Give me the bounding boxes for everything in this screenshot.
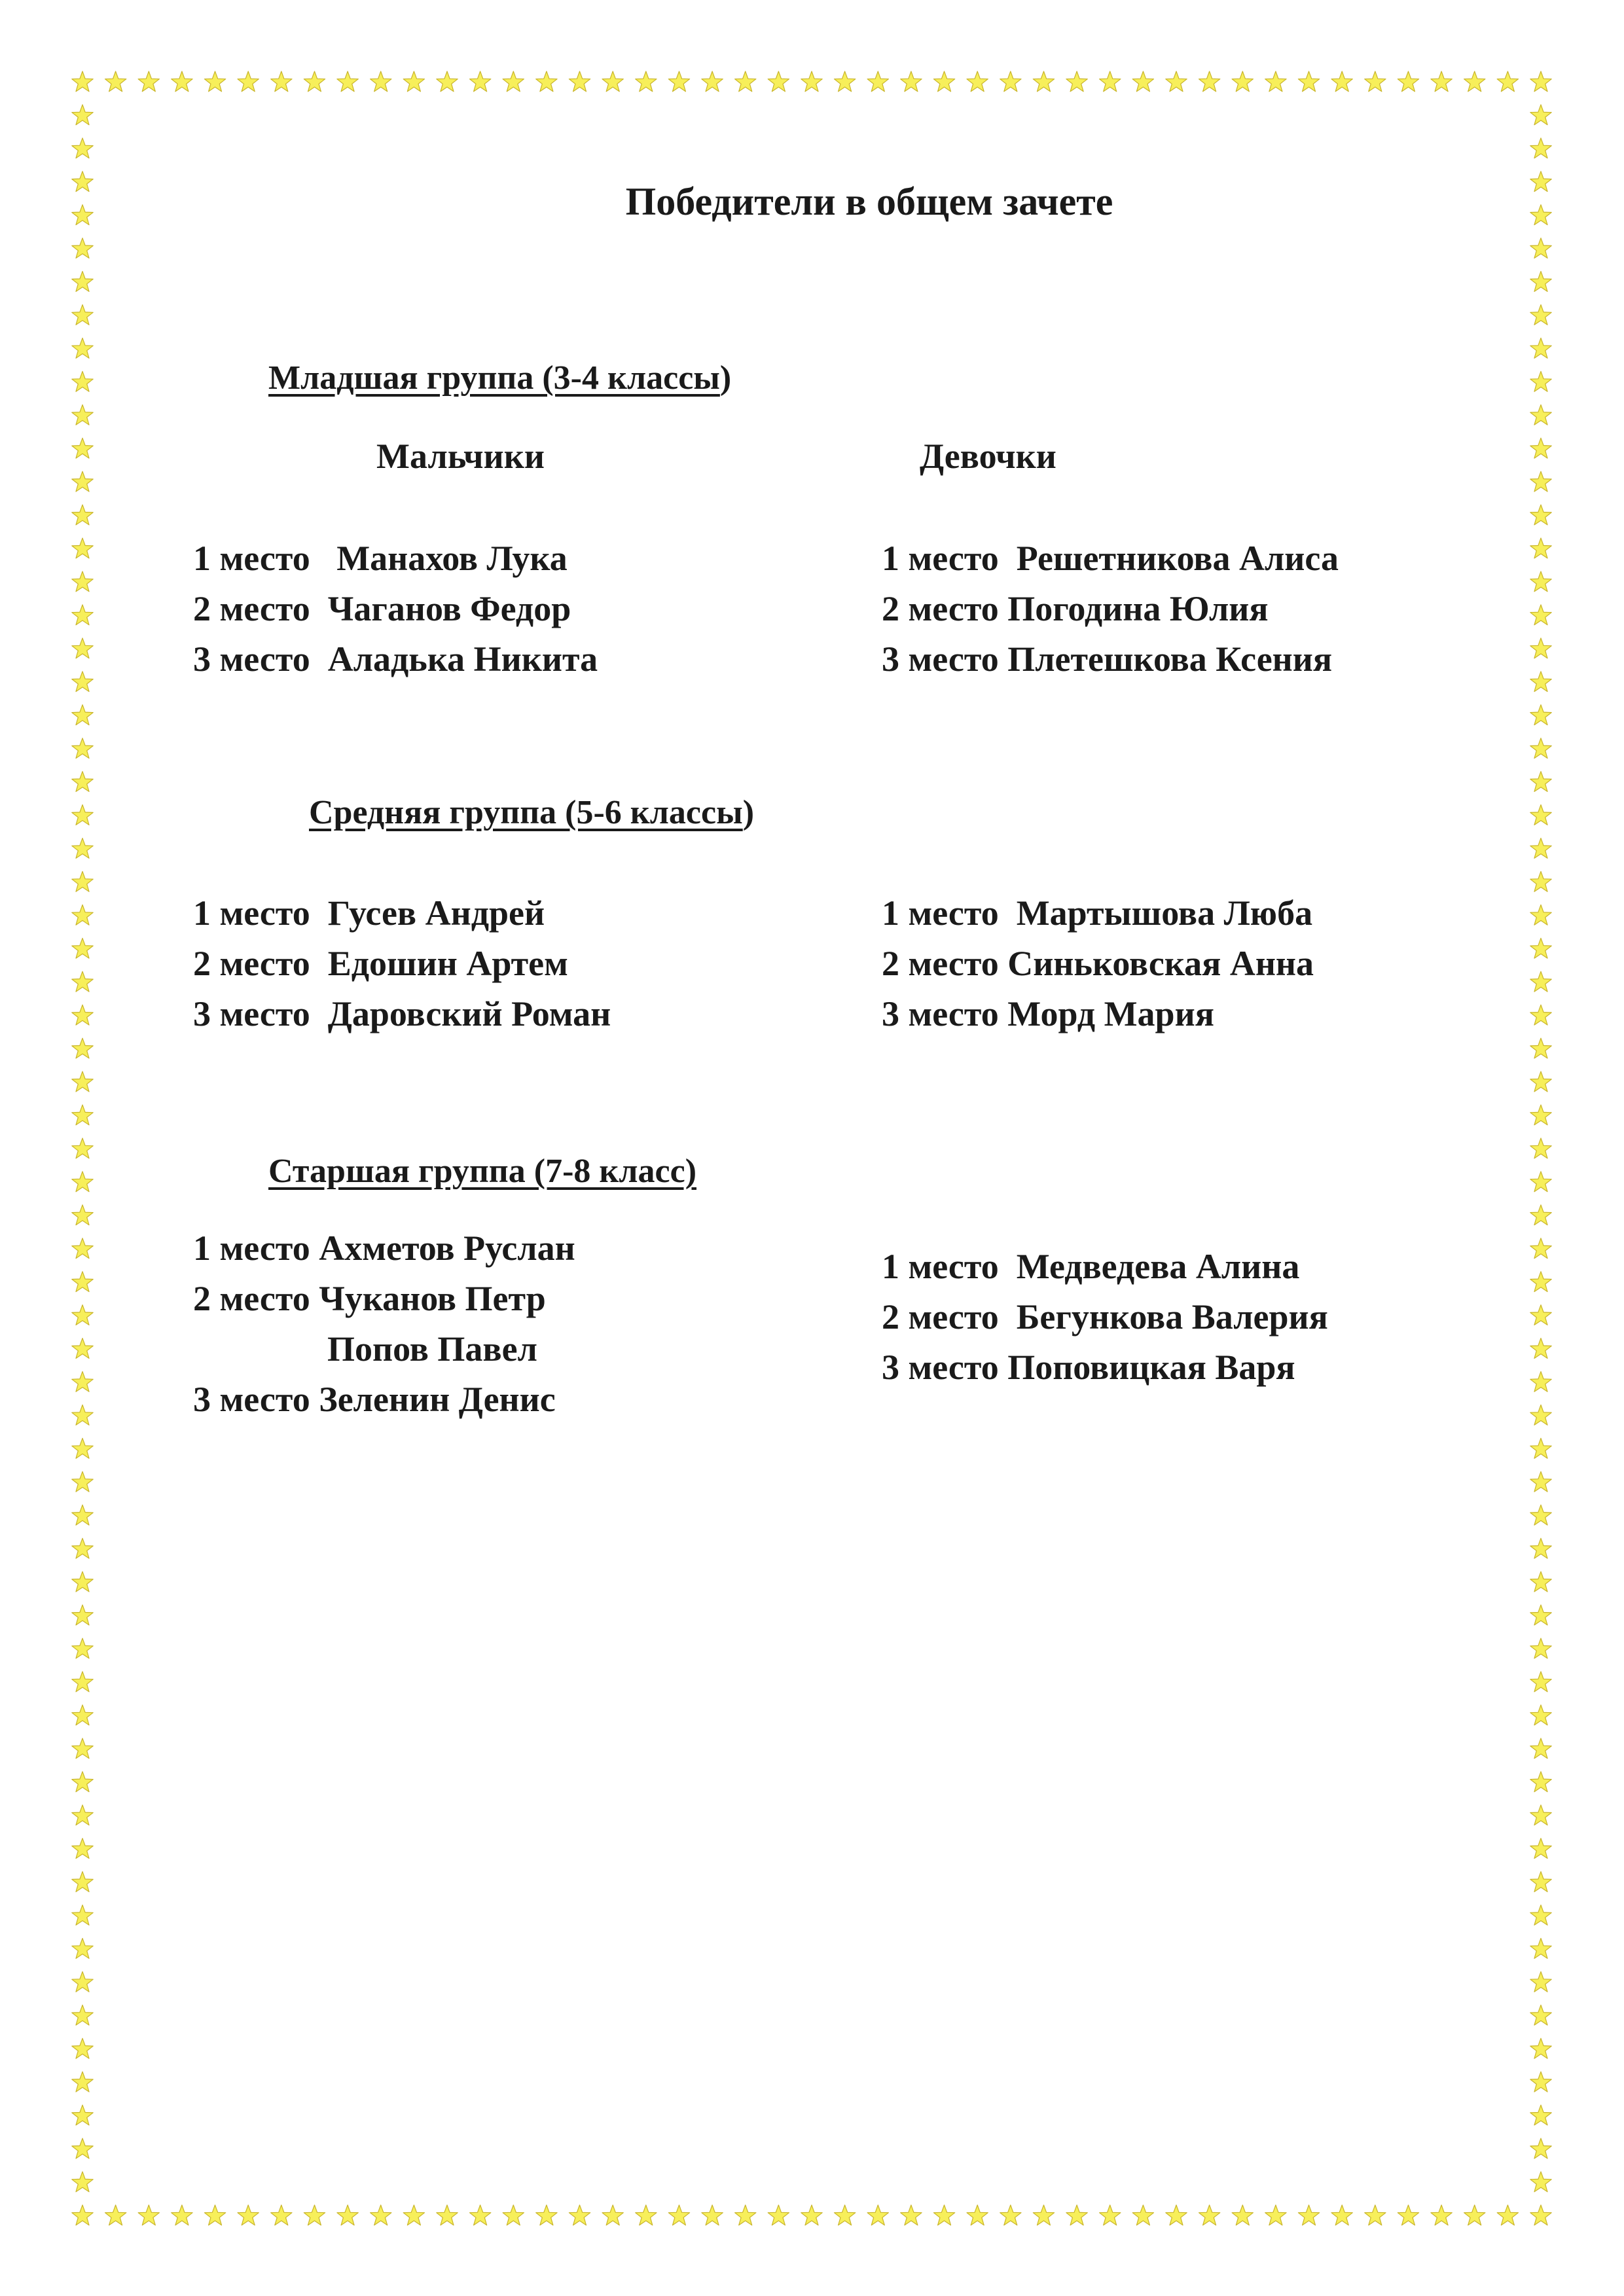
star-icon xyxy=(72,838,93,859)
section-heading-middle-tail: ) xyxy=(742,794,755,831)
star-icon xyxy=(171,2205,192,2225)
star-icon xyxy=(1497,71,1518,92)
star-icon xyxy=(768,2205,789,2225)
star-icon xyxy=(1530,138,1551,158)
star-icon xyxy=(1100,2205,1121,2225)
section-heading-junior xyxy=(268,361,731,395)
section-heading-junior-text: Младшая группа (3-4 классы xyxy=(268,359,720,397)
star-icon xyxy=(1066,71,1087,92)
star-icon xyxy=(1530,1071,1551,1092)
star-icon xyxy=(72,1105,93,1125)
star-icon xyxy=(1530,2138,1551,2159)
star-icon xyxy=(1431,2205,1452,2225)
star-icon xyxy=(72,2005,93,2025)
star-icon xyxy=(138,2205,159,2225)
star-icon xyxy=(1530,2172,1551,2192)
star-icon xyxy=(72,772,93,792)
star-icon xyxy=(1530,772,1551,792)
star-icon xyxy=(1530,1605,1551,1625)
star-icon xyxy=(1530,1372,1551,1392)
star-icon xyxy=(1530,905,1551,925)
star-icon xyxy=(1066,2205,1087,2225)
star-icon xyxy=(1365,2205,1386,2225)
star-icon xyxy=(801,71,822,92)
senior-boys-place-2-shared: Попов Павел xyxy=(327,1329,537,1369)
star-icon xyxy=(271,71,292,92)
star-icon xyxy=(1530,438,1551,458)
senior-boys-place-2: 2 место Чуканов Петр xyxy=(193,1279,546,1318)
star-icon xyxy=(72,1205,93,1225)
middle-girls-place-1: 1 место Мартышова Люба xyxy=(882,893,1313,933)
star-icon xyxy=(72,338,93,359)
star-icon xyxy=(171,71,192,92)
star-icon xyxy=(569,2205,590,2225)
senior-girls-place-3: 3 место Поповицкая Варя xyxy=(882,1348,1295,1387)
star-icon xyxy=(1331,71,1352,92)
star-icon xyxy=(1530,371,1551,391)
star-icon xyxy=(1530,2005,1551,2025)
star-icon xyxy=(1530,638,1551,658)
star-icon xyxy=(72,2172,93,2192)
star-icon xyxy=(72,2038,93,2058)
star-icon xyxy=(1530,2205,1551,2225)
star-icon xyxy=(1530,272,1551,292)
star-icon xyxy=(1530,1805,1551,1825)
star-icon xyxy=(1530,1038,1551,1058)
star-icon xyxy=(72,1471,93,1492)
star-icon xyxy=(1530,338,1551,359)
junior-boys-place-1: 1 место Манахов Лука xyxy=(193,539,568,578)
star-icon xyxy=(72,1672,93,1692)
star-icon xyxy=(72,505,93,525)
section-heading-junior-tail: ) xyxy=(719,359,732,397)
star-icon xyxy=(1464,71,1485,92)
star-icon xyxy=(1530,1138,1551,1158)
star-icon xyxy=(1033,71,1054,92)
star-icon xyxy=(1530,2038,1551,2058)
star-icon xyxy=(768,71,789,92)
star-icon xyxy=(735,2205,756,2225)
star-icon xyxy=(72,1538,93,1558)
star-icon xyxy=(72,605,93,625)
star-icon xyxy=(72,1605,93,1625)
star-icon xyxy=(1132,71,1153,92)
star-icon xyxy=(1530,1105,1551,1125)
star-icon xyxy=(1530,2105,1551,2125)
star-icon xyxy=(536,71,557,92)
star-icon xyxy=(1166,2205,1187,2225)
star-icon xyxy=(72,1172,93,1192)
star-icon xyxy=(1530,1571,1551,1592)
star-icon xyxy=(72,538,93,558)
star-icon xyxy=(72,1138,93,1158)
star-icon xyxy=(72,1338,93,1359)
star-icon xyxy=(72,1805,93,1825)
star-icon xyxy=(72,1438,93,1458)
star-icon xyxy=(72,71,93,92)
middle-boys-place-1: 1 место Гусев Андрей xyxy=(193,893,545,933)
star-icon xyxy=(437,2205,458,2225)
star-icon xyxy=(1530,404,1551,425)
star-icon xyxy=(72,1071,93,1092)
star-icon xyxy=(1298,71,1319,92)
star-icon xyxy=(835,71,856,92)
star-icon xyxy=(1530,538,1551,558)
star-icon xyxy=(1530,1538,1551,1558)
star-icon xyxy=(1530,1405,1551,1426)
star-icon xyxy=(105,2205,126,2225)
star-icon xyxy=(72,1971,93,1992)
star-icon xyxy=(72,2105,93,2125)
star-icon xyxy=(1000,2205,1021,2225)
star-icon xyxy=(437,71,458,92)
section-heading-middle xyxy=(309,796,754,830)
star-icon xyxy=(238,71,259,92)
star-icon xyxy=(1530,238,1551,259)
middle-boys-place-3: 3 место Даровский Роман xyxy=(193,994,611,1033)
star-icon xyxy=(1199,71,1220,92)
star-icon xyxy=(470,2205,491,2225)
senior-girls-place-2: 2 место Бегункова Валерия xyxy=(882,1297,1328,1336)
star-icon xyxy=(801,2205,822,2225)
star-icon xyxy=(1265,71,1286,92)
star-icon xyxy=(1530,938,1551,958)
star-icon xyxy=(668,71,689,92)
star-icon xyxy=(72,571,93,592)
star-icon xyxy=(72,1238,93,1259)
star-icon xyxy=(403,2205,424,2225)
star-icon xyxy=(1530,838,1551,859)
star-icon xyxy=(1530,2072,1551,2092)
star-icon xyxy=(1530,505,1551,525)
star-icon xyxy=(1232,71,1253,92)
star-icon xyxy=(304,2205,325,2225)
star-icon xyxy=(1530,1705,1551,1725)
star-icon xyxy=(1530,738,1551,759)
star-icon xyxy=(967,71,988,92)
star-icon xyxy=(72,1872,93,1892)
star-icon xyxy=(403,71,424,92)
star-icon xyxy=(304,71,325,92)
star-icon xyxy=(72,805,93,825)
star-icon xyxy=(1530,1338,1551,1359)
star-icon xyxy=(72,471,93,492)
star-icon xyxy=(72,938,93,958)
star-icon xyxy=(1365,71,1386,92)
star-icon xyxy=(1530,605,1551,625)
star-icon xyxy=(867,2205,888,2225)
star-icon xyxy=(72,2072,93,2092)
star-icon xyxy=(72,1939,93,1959)
star-icon xyxy=(1530,1872,1551,1892)
star-icon xyxy=(636,71,657,92)
star-icon xyxy=(72,1772,93,1792)
star-icon xyxy=(933,71,954,92)
star-icon xyxy=(1530,71,1551,92)
star-icon xyxy=(72,738,93,759)
star-icon xyxy=(569,71,590,92)
star-icon xyxy=(72,371,93,391)
star-icon xyxy=(72,1405,93,1426)
star-icon xyxy=(835,2205,856,2225)
star-icon xyxy=(204,71,225,92)
star-icon xyxy=(867,71,888,92)
star-icon xyxy=(1530,1172,1551,1192)
star-icon xyxy=(72,1305,93,1325)
star-icon xyxy=(1530,571,1551,592)
star-icon xyxy=(636,2205,657,2225)
star-icon xyxy=(72,1738,93,1759)
star-icon xyxy=(72,272,93,292)
star-icon xyxy=(1530,471,1551,492)
star-icon xyxy=(370,2205,391,2225)
star-icon xyxy=(72,1839,93,1859)
star-icon xyxy=(1464,2205,1485,2225)
star-icon xyxy=(72,438,93,458)
star-icon xyxy=(536,2205,557,2225)
star-icon xyxy=(1530,1905,1551,1926)
star-icon xyxy=(668,2205,689,2225)
star-icon xyxy=(1530,1205,1551,1225)
star-icon xyxy=(1431,71,1452,92)
star-icon xyxy=(503,71,524,92)
star-icon xyxy=(72,672,93,692)
star-icon xyxy=(1530,1305,1551,1325)
star-icon xyxy=(1132,2205,1153,2225)
star-icon xyxy=(271,2205,292,2225)
star-icon xyxy=(702,71,723,92)
star-icon xyxy=(702,2205,723,2225)
column-header-boys: Мальчики xyxy=(376,437,545,476)
star-icon xyxy=(370,71,391,92)
star-icon xyxy=(933,2205,954,2225)
star-icon xyxy=(337,71,358,92)
senior-boys-place-3: 3 место Зеленин Денис xyxy=(193,1380,556,1419)
column-header-girls: Девочки xyxy=(920,437,1056,476)
star-icon xyxy=(72,2205,93,2225)
star-icon xyxy=(238,2205,259,2225)
star-icon xyxy=(72,1705,93,1725)
star-icon xyxy=(1100,71,1121,92)
star-icon xyxy=(1298,2205,1319,2225)
star-icon xyxy=(138,71,159,92)
star-icon xyxy=(1265,2205,1286,2225)
star-icon xyxy=(901,2205,922,2225)
middle-boys-place-2: 2 место Едошин Артем xyxy=(193,944,568,983)
star-icon xyxy=(72,404,93,425)
star-icon xyxy=(1530,105,1551,125)
star-icon xyxy=(1530,1438,1551,1458)
middle-girls-place-2: 2 место Синьковская Анна xyxy=(882,944,1314,983)
senior-boys-place-1: 1 место Ахметов Руслан xyxy=(193,1229,575,1268)
star-icon xyxy=(1530,672,1551,692)
star-icon xyxy=(1398,2205,1418,2225)
junior-boys-place-2: 2 место Чаганов Федор xyxy=(193,589,571,628)
star-icon xyxy=(1530,1272,1551,1292)
star-icon xyxy=(1530,1971,1551,1992)
star-icon xyxy=(1331,2205,1352,2225)
star-icon xyxy=(72,872,93,892)
junior-girls-place-3: 3 место Плетешкова Ксения xyxy=(882,639,1333,679)
star-icon xyxy=(72,305,93,325)
junior-girls-place-1: 1 место Решетникова Алиса xyxy=(882,539,1339,578)
junior-boys-place-3: 3 место Аладька Никита xyxy=(193,639,598,679)
star-icon xyxy=(1530,1772,1551,1792)
star-icon xyxy=(72,1272,93,1292)
star-icon xyxy=(1398,71,1418,92)
star-icon xyxy=(1530,805,1551,825)
star-icon xyxy=(1000,71,1021,92)
star-icon xyxy=(901,71,922,92)
section-heading-middle-text: Средняя группа (5-6 классы xyxy=(309,794,743,831)
star-icon xyxy=(72,905,93,925)
star-icon xyxy=(1166,71,1187,92)
section-heading-senior-text: Старшая группа (7-8 класс) xyxy=(268,1153,697,1190)
star-icon xyxy=(105,71,126,92)
star-icon xyxy=(1232,2205,1253,2225)
star-icon xyxy=(1530,1738,1551,1759)
middle-girls-place-3: 3 место Морд Мария xyxy=(882,994,1214,1033)
star-icon xyxy=(72,971,93,992)
star-icon xyxy=(1530,705,1551,725)
star-icon xyxy=(72,705,93,725)
star-icon xyxy=(1530,1005,1551,1025)
junior-girls-place-2: 2 место Погодина Юлия xyxy=(882,589,1269,628)
star-icon xyxy=(1530,1939,1551,1959)
star-icon xyxy=(204,2205,225,2225)
star-icon xyxy=(1530,1471,1551,1492)
star-icon xyxy=(72,1505,93,1525)
star-icon xyxy=(1497,2205,1518,2225)
star-icon xyxy=(735,71,756,92)
star-icon xyxy=(1530,305,1551,325)
star-icon xyxy=(72,1905,93,1926)
star-icon xyxy=(72,1571,93,1592)
star-icon xyxy=(1530,872,1551,892)
star-icon xyxy=(1530,971,1551,992)
star-icon xyxy=(470,71,491,92)
star-icon xyxy=(602,71,623,92)
star-icon xyxy=(72,138,93,158)
star-icon xyxy=(72,638,93,658)
star-icon xyxy=(1530,1638,1551,1659)
star-icon xyxy=(1530,1505,1551,1525)
star-icon xyxy=(1199,2205,1220,2225)
star-icon xyxy=(72,1372,93,1392)
star-icon xyxy=(72,105,93,125)
star-icon xyxy=(72,1038,93,1058)
star-icon xyxy=(1530,1672,1551,1692)
star-icon xyxy=(72,2138,93,2159)
senior-girls-place-1: 1 место Медведева Алина xyxy=(882,1247,1300,1286)
star-icon xyxy=(337,2205,358,2225)
star-icon xyxy=(72,1005,93,1025)
star-icon xyxy=(1033,2205,1054,2225)
star-icon xyxy=(602,2205,623,2225)
star-icon xyxy=(1530,1839,1551,1859)
star-icon xyxy=(72,1638,93,1659)
star-icon xyxy=(72,238,93,259)
star-icon xyxy=(503,2205,524,2225)
star-icon xyxy=(967,2205,988,2225)
star-icon xyxy=(1530,1238,1551,1259)
page-title: Победители в общем зачете xyxy=(625,180,1113,223)
section-heading-senior xyxy=(268,1155,696,1189)
